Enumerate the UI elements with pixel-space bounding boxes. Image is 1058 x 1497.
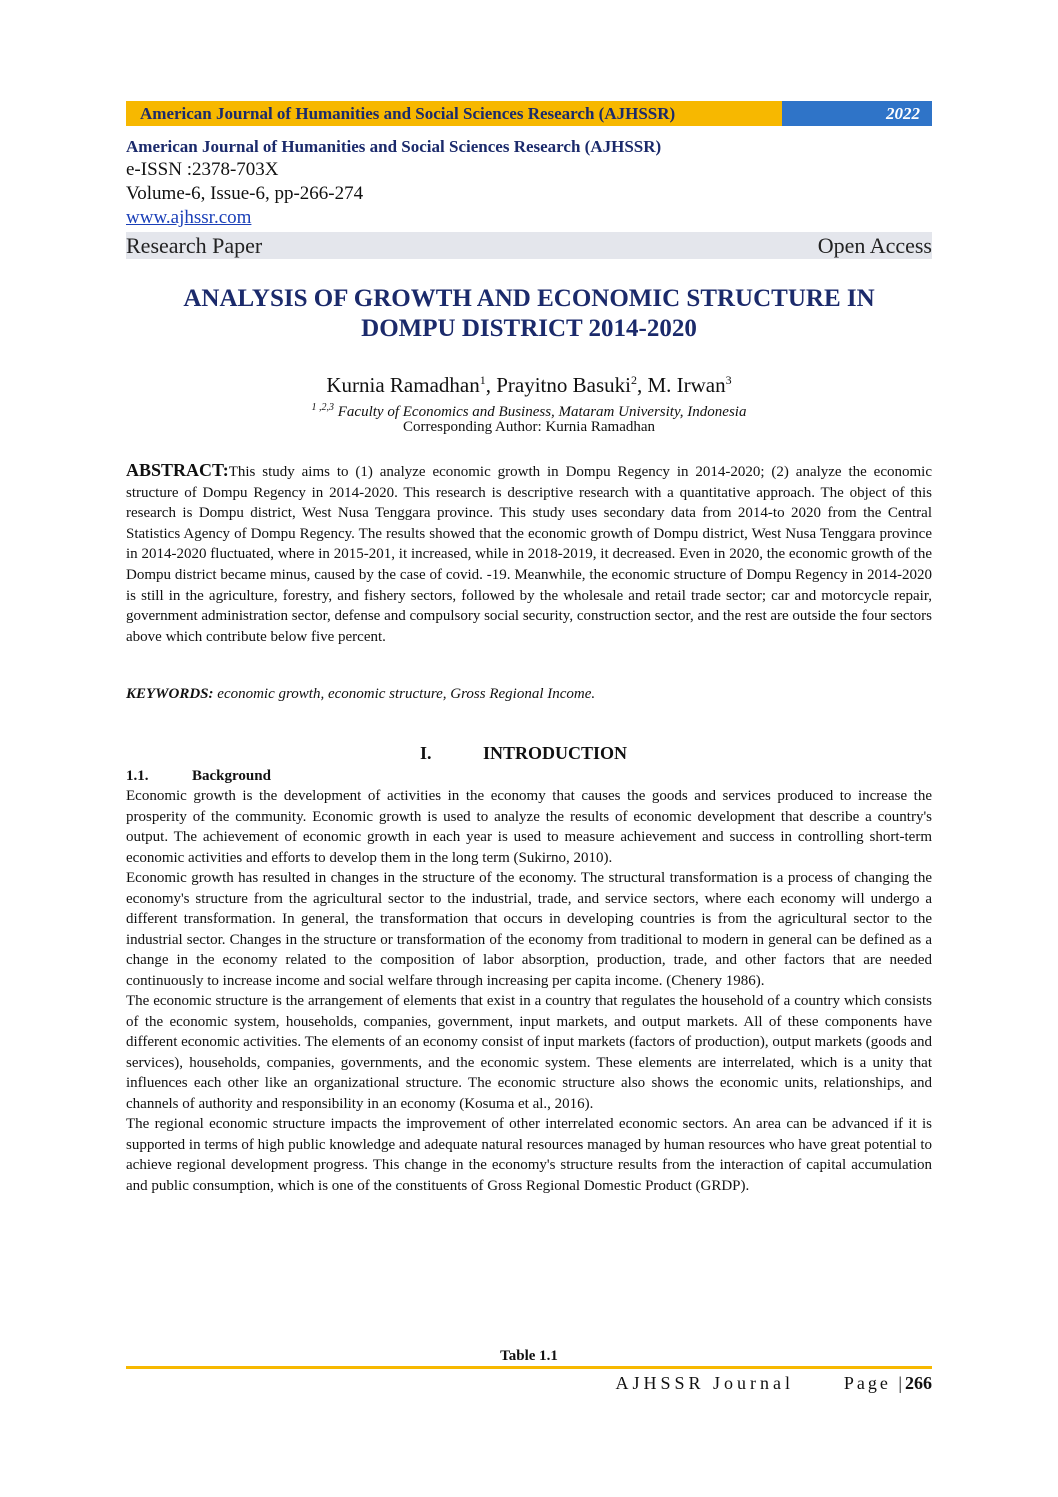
keywords bbox=[126, 684, 932, 704]
access-type: Open Access bbox=[817, 232, 932, 258]
running-header-year: 2022 bbox=[782, 101, 932, 126]
paper-type-row bbox=[126, 232, 932, 259]
meta-volume: Volume-6, Issue-6, pp-266-274 bbox=[126, 183, 364, 204]
footer-page bbox=[844, 1373, 932, 1394]
author-separator: , bbox=[636, 373, 648, 397]
paragraph: Economic growth has resulted in changes in the structure of the economy. The structural transformation is a process of changing the economy's structure from the agricultural sector to the industrial, trade, and service sectors, where each economy will undergo a different transformation. In general, the transformation that occurs in developing countries is from the agricultural sector to the industrial sector. Changes in the structure or transformation of the economy from traditional to modern in general can be defined as a change in the economy related to the composition of labor absorption, production, trade, and other factors that are needed continuously to increase income and social welfare through increasing per capita income. (Chenery 1986). bbox=[126, 870, 932, 989]
author-1-affil-mark: 1 bbox=[479, 373, 486, 387]
footer-page-label: Page | bbox=[843, 1373, 905, 1393]
section-number: I. bbox=[420, 743, 432, 763]
footer-divider bbox=[126, 1366, 932, 1369]
abstract-label: ABSTRACT: bbox=[126, 460, 229, 480]
affiliation-marks: 1 ,2,3 bbox=[311, 402, 335, 413]
paper-title bbox=[126, 284, 932, 344]
journal-meta bbox=[126, 136, 932, 259]
running-header-journal: American Journal of Humanities and Social Sciences Research (AJHSSR) bbox=[126, 101, 782, 126]
paper-title-line-2: DOMPU DISTRICT 2014-2020 bbox=[361, 315, 697, 342]
paragraph: Economic growth is the development of activities in the economy that causes the goods and services produced to increase the prosperity of the community. Economic growth is used to analyze the results of economic development that describe a country's output. The achievement of economic growth in each year is used to measure achievement and success in controlling short-term economic activities and efforts to develop them in the long term (Sukirno, 2010). bbox=[126, 788, 932, 866]
meta-journal-name: American Journal of Humanities and Social Sciences Research (AJHSSR) bbox=[126, 137, 662, 156]
author-3: M. Irwan bbox=[647, 373, 726, 397]
keywords-label: KEYWORDS: bbox=[126, 686, 214, 702]
abstract-text: This study aims to (1) analyze economic growth in Dompu Regency in 2014-2020; (2) analyze the economic structure of Dompu Regency in 2014-2020. This research is descriptive research with a quantitative approach. The object of this research is Dompu district, West Nusa Tenggara province. This study uses secondary data from 2014-to 2020 from the Central Statistics Agency of Dompu Regency. The results showed that the economic growth of Dompu district, West Nusa Tenggara province in 2014-2020 fluctuated, where in 2015-201, it increased, while in 2018-2019, it decreased. Even in 2020, the economic growth of the Dompu district became minus, caused by the case of covid. -19. Meanwhile, the economic structure of Dompu Regency in 2014-2020 is still in the agriculture, forestry, and fishery sectors, followed by the wholesale and retail trade sector; car and motorcycle repair, government administration sector, defense and compulsory social security, construction sector, and the rest are outside the four sectors above which contribute below five percent. bbox=[126, 464, 932, 645]
meta-issn: e-ISSN :2378-703X bbox=[126, 159, 279, 180]
footer-page-number: 266 bbox=[905, 1373, 932, 1393]
author-1: Kurnia Ramadhan bbox=[326, 373, 480, 397]
abstract bbox=[126, 460, 932, 647]
running-header bbox=[126, 101, 932, 126]
table-caption: Table 1.1 bbox=[500, 1348, 558, 1364]
keywords-text: economic growth, economic structure, Gross Regional Income. bbox=[213, 686, 596, 702]
subsection-title: Background bbox=[192, 768, 271, 784]
page-footer bbox=[126, 1373, 932, 1395]
affiliation-text: Faculty of Economics and Business, Mataram University, Indonesia bbox=[334, 404, 747, 420]
author-3-affil-mark: 3 bbox=[725, 373, 732, 387]
paragraph: The regional economic structure impacts the improvement of other interrelated economic sectors. An area can be advanced if it is supported in terms of high public knowledge and adequate natural resources managed by human resources who have great potential to achieve regional development progress. This change in the economy's structure results from the interaction of capital accumulation and public consumption, which is one of the constituents of Gross Regional Domestic Product (GRDP). bbox=[126, 1116, 932, 1194]
author-separator: , bbox=[485, 373, 497, 397]
section-title: INTRODUCTION bbox=[483, 743, 628, 763]
footer-journal: AJHSSR Journal bbox=[615, 1373, 794, 1393]
paper-type: Research Paper bbox=[126, 232, 263, 258]
paper-title-line-1: ANALYSIS OF GROWTH AND ECONOMIC STRUCTURE IN bbox=[183, 285, 875, 312]
body-text bbox=[126, 786, 932, 1196]
author-list bbox=[126, 367, 932, 398]
author-2: Prayitno Basuki bbox=[496, 373, 631, 397]
journal-website-link[interactable]: www.ajhssr.com bbox=[126, 207, 252, 228]
paragraph: The economic structure is the arrangement of elements that exist in a country that regulates the household of a country which consists of the economic system, households, companies, government, input markets, and output markets. All of these components have different economic activities. The elements of an economy consist of input markets (factors of production), output markets (goods and services), households, companies, governments, and the economic system. These elements are interrelated, which is a unity that influences each other like an organizational structure. The economic structure also shows the economic units, relationships, and channels of authority and responsibility in an economy (Kosuma et al., 2016). bbox=[126, 993, 932, 1112]
corresponding-author: Corresponding Author: Kurnia Ramadhan bbox=[402, 419, 656, 435]
subsection-number: 1.1. bbox=[126, 768, 149, 784]
author-2-affil-mark: 2 bbox=[630, 373, 637, 387]
